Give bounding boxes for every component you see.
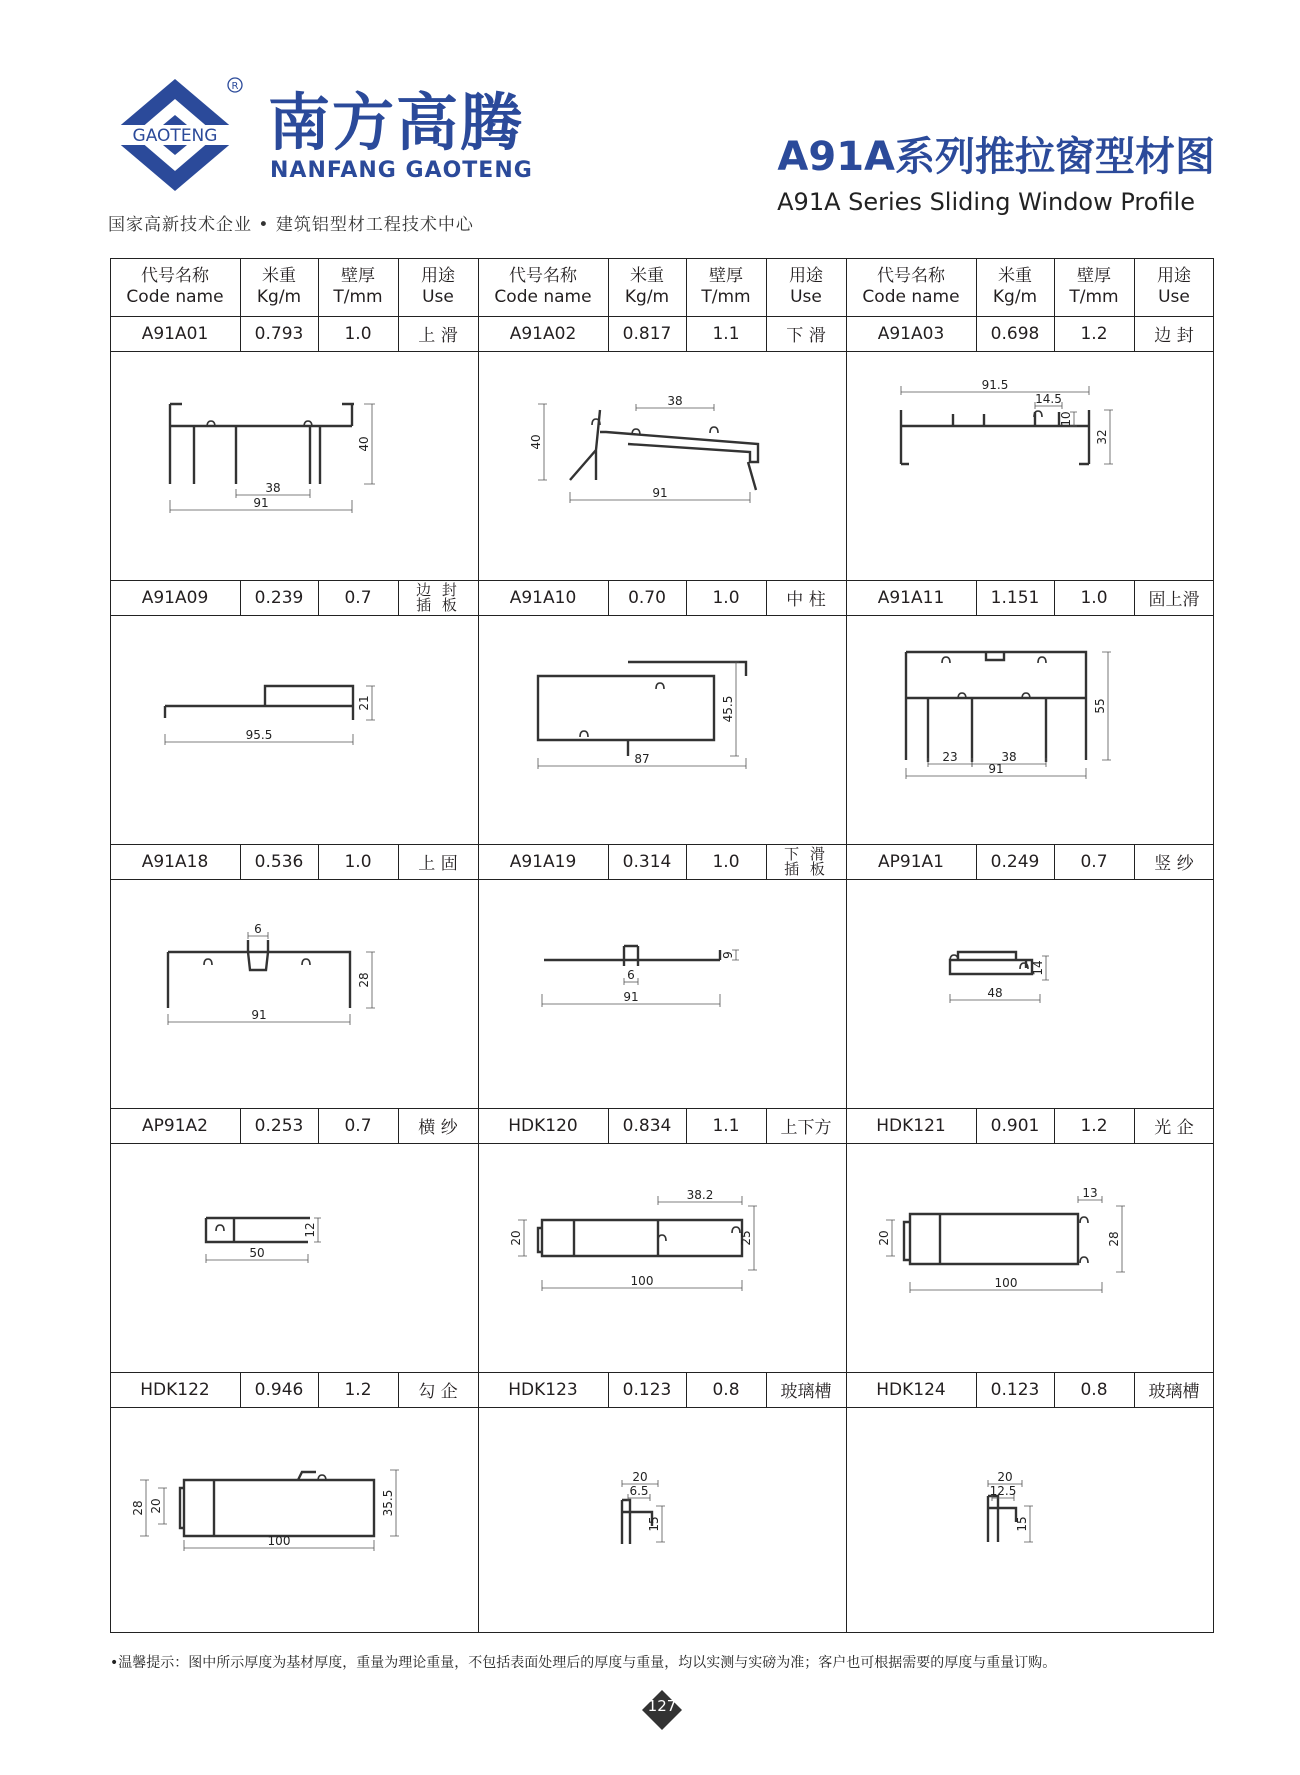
column-header-en: T/mm <box>333 287 383 307</box>
profile-use: 竖 纱 <box>1154 854 1194 874</box>
dimension-label: 20 <box>997 1470 1013 1484</box>
dimension-label: 35.5 <box>381 1489 395 1517</box>
column-header-en: Code name <box>494 287 592 307</box>
profile-code: HDK124 <box>876 1379 946 1400</box>
dimension-label: 32 <box>1095 429 1109 445</box>
profile-code: A91A03 <box>877 323 945 344</box>
profile-use: 上下方 <box>780 1118 832 1138</box>
profile-outline <box>1080 1217 1088 1223</box>
dimension-label: 38 <box>265 481 281 495</box>
profile-outline <box>1080 1257 1088 1263</box>
dimension-label: 40 <box>529 434 543 450</box>
profile-outline <box>904 1214 1078 1264</box>
wall-thickness: 1.0 <box>712 851 740 872</box>
profile-use: 下 滑 <box>786 326 826 346</box>
column-header-en: Kg/m <box>992 287 1038 307</box>
wall-thickness: 1.0 <box>344 851 372 872</box>
dimension-label: 28 <box>1107 1231 1121 1247</box>
profile-drawing-hdk123 <box>478 1408 846 1637</box>
column-header-en: T/mm <box>701 287 751 307</box>
column-header-cn: 代号名称 <box>141 266 209 286</box>
dimension-label: 9 <box>721 951 735 959</box>
profile-code: A91A11 <box>877 587 945 608</box>
catalog-title-cn: A91A系列推拉窗型材图 <box>777 134 1215 180</box>
column-header-cn: 用途 <box>1157 266 1191 286</box>
profile-outline <box>988 1496 1016 1542</box>
profile-drawing-a91a11 <box>846 616 1214 845</box>
weight-kg-per-m: 0.817 <box>622 323 672 344</box>
profile-use: 边 封 <box>1154 326 1194 346</box>
column-header <box>766 258 846 316</box>
column-header <box>608 258 686 316</box>
dimension-label: 12 <box>303 1222 317 1238</box>
profile-drawing-ap91a1 <box>846 880 1214 1109</box>
profile-code: HDK123 <box>508 1379 578 1400</box>
profile-outline <box>216 1225 224 1231</box>
column-header-cn: 代号名称 <box>509 266 577 286</box>
profile-use: 下 滑 插 板 <box>784 844 828 878</box>
dimension-label: 28 <box>131 1500 145 1516</box>
weight-kg-per-m: 0.123 <box>622 1379 672 1400</box>
dimension-label: 95.5 <box>245 728 273 742</box>
weight-kg-per-m: 0.793 <box>254 323 304 344</box>
dimension-label: 15 <box>1015 1516 1029 1532</box>
dimension-label: 6.5 <box>629 1484 649 1498</box>
profile-outline <box>168 940 350 1008</box>
dimension-label: 48 <box>987 986 1003 1000</box>
profile-code: AP91A2 <box>142 1115 208 1136</box>
catalog-title-en: A91A Series Sliding Window Profile <box>777 188 1195 216</box>
profile-code: AP91A1 <box>878 851 944 872</box>
profile-drawing-hdk121 <box>846 1144 1214 1373</box>
column-header <box>478 258 608 316</box>
dimension-label: 38 <box>667 394 683 408</box>
column-header-en: Code name <box>126 287 224 307</box>
column-header-cn: 用途 <box>421 266 455 286</box>
column-header-cn: 米重 <box>630 266 664 286</box>
dimension-label: 91 <box>251 1008 267 1022</box>
dimension-label: 15 <box>647 1516 661 1532</box>
wall-thickness: 1.0 <box>344 323 372 344</box>
profile-use: 上 固 <box>418 854 458 874</box>
profile-outline <box>204 959 212 965</box>
profile-use: 玻璃槽 <box>1148 1382 1200 1402</box>
profile-drawing-hdk124 <box>846 1408 1214 1637</box>
profile-code: A91A02 <box>509 323 577 344</box>
dimension-label: 20 <box>149 1498 163 1514</box>
profile-drawing-a91a19 <box>478 880 846 1109</box>
column-header-en: T/mm <box>1069 287 1119 307</box>
wall-thickness: 0.7 <box>344 1115 372 1136</box>
column-header-en: Use <box>422 287 454 307</box>
dimension-label: 38.2 <box>686 1188 714 1202</box>
profile-use: 上 滑 <box>418 326 458 346</box>
column-header <box>110 258 240 316</box>
dimension-label: 10 <box>1059 411 1073 427</box>
dimension-label: 55 <box>1093 698 1107 714</box>
profile-outline <box>580 731 588 737</box>
profile-drawing-hdk122 <box>110 1408 478 1637</box>
wall-thickness: 0.7 <box>1080 851 1108 872</box>
column-header <box>976 258 1054 316</box>
dimension-label: 91 <box>988 762 1004 776</box>
svg-text:R: R <box>231 81 239 92</box>
column-header-en: Kg/m <box>624 287 670 307</box>
profile-use: 勾 企 <box>418 1382 458 1402</box>
dimension-label: 21 <box>357 695 371 711</box>
column-header-cn: 壁厚 <box>341 266 375 286</box>
weight-kg-per-m: 0.901 <box>990 1115 1040 1136</box>
dimension-label: 25 <box>739 1230 753 1246</box>
profile-use: 横 纱 <box>418 1118 458 1138</box>
profile-code: A91A19 <box>509 851 577 872</box>
dimension-label: 12.5 <box>989 1484 1017 1498</box>
dimension-label: 20 <box>877 1230 891 1246</box>
profile-outline <box>544 946 720 966</box>
profile-use: 边 封 插 板 <box>416 580 460 614</box>
profile-outline <box>180 1472 374 1536</box>
column-header-en: Use <box>1158 287 1190 307</box>
column-header-en: Code name <box>862 287 960 307</box>
profile-code: A91A18 <box>141 851 209 872</box>
profile-outline <box>1038 657 1046 663</box>
dimension-label: 91.5 <box>981 378 1009 392</box>
profile-outline <box>710 427 718 433</box>
page-number: 127 <box>647 1697 677 1715</box>
profile-code: HDK120 <box>508 1115 578 1136</box>
wall-thickness: 1.2 <box>344 1379 372 1400</box>
wall-thickness: 1.0 <box>1080 587 1108 608</box>
profile-outline <box>942 657 950 663</box>
profile-outline <box>950 952 1032 974</box>
wall-thickness: 1.0 <box>712 587 740 608</box>
weight-kg-per-m: 0.834 <box>622 1115 672 1136</box>
profile-drawing-a91a18 <box>110 880 478 1109</box>
profile-outline <box>165 686 353 720</box>
profile-code: A91A10 <box>509 587 577 608</box>
profile-outline <box>302 959 310 965</box>
profile-drawing-a91a03 <box>846 352 1214 581</box>
dimension-label: 91 <box>623 990 639 1004</box>
profile-drawing-a91a02 <box>478 352 846 581</box>
dimension-label: 91 <box>652 486 668 500</box>
profile-drawing-a91a01 <box>110 352 478 581</box>
profile-code: HDK122 <box>140 1379 210 1400</box>
profile-drawing-a91a09 <box>110 616 478 845</box>
wall-thickness: 1.2 <box>1080 323 1108 344</box>
dimension-label: 40 <box>357 436 371 452</box>
dimension-label: 6 <box>254 922 262 936</box>
profile-code: A91A09 <box>141 587 209 608</box>
dimension-label: 20 <box>509 1230 523 1246</box>
profile-outline <box>206 1218 310 1242</box>
column-header <box>1134 258 1214 316</box>
column-header-en: Use <box>790 287 822 307</box>
dimension-label: 6 <box>627 968 635 982</box>
profile-use: 玻璃槽 <box>780 1382 832 1402</box>
profile-outline <box>906 652 1086 762</box>
dimension-label: 20 <box>632 1470 648 1484</box>
profile-table <box>110 258 1214 1633</box>
weight-kg-per-m: 0.249 <box>990 851 1040 872</box>
wall-thickness: 0.8 <box>712 1379 740 1400</box>
profile-drawing-ap91a2 <box>110 1144 478 1373</box>
wall-thickness: 1.2 <box>1080 1115 1108 1136</box>
dimension-label: 23 <box>942 750 958 764</box>
column-header <box>318 258 398 316</box>
weight-kg-per-m: 0.70 <box>628 587 666 608</box>
column-header <box>398 258 478 316</box>
profile-code: HDK121 <box>876 1115 946 1136</box>
column-header <box>240 258 318 316</box>
profile-outline <box>170 404 354 484</box>
dimension-label: 91 <box>253 496 269 510</box>
weight-kg-per-m: 0.698 <box>990 323 1040 344</box>
weight-kg-per-m: 1.151 <box>990 587 1040 608</box>
profile-use: 固上滑 <box>1148 590 1200 610</box>
dimension-label: 38 <box>1001 750 1017 764</box>
weight-kg-per-m: 0.314 <box>622 851 672 872</box>
profile-drawing-hdk120 <box>478 1144 846 1373</box>
profile-outline <box>538 662 746 756</box>
dimension-label: 14.5 <box>1035 392 1062 406</box>
profile-use: 光 企 <box>1154 1118 1194 1138</box>
profile-outline <box>656 683 664 689</box>
profile-code: A91A01 <box>141 323 209 344</box>
dimension-label: 100 <box>630 1274 654 1288</box>
dimension-label: 13 <box>1082 1186 1098 1200</box>
weight-kg-per-m: 0.123 <box>990 1379 1040 1400</box>
dimension-label: 50 <box>249 1246 265 1260</box>
footer-note: •温馨提示：图中所示厚度为基材厚度，重量为理论重量，不包括表面处理后的厚度与重量，均以实测与实磅为准；客户也可根据需要的厚度与重量订购。 <box>110 1655 1057 1671</box>
wall-thickness: 1.1 <box>712 323 740 344</box>
wall-thickness: 0.7 <box>344 587 372 608</box>
dimension-label: 14 <box>1031 960 1045 976</box>
weight-kg-per-m: 0.946 <box>254 1379 304 1400</box>
company-slogan: 国家高新技术企业 • 建筑铝型材工程技术中心 <box>108 215 474 235</box>
brand-name-en: NANFANG GAOTENG <box>270 158 533 183</box>
gaoteng-logo <box>105 75 245 195</box>
dimension-label: 100 <box>994 1276 1018 1290</box>
column-header <box>686 258 766 316</box>
dimension-label: 87 <box>634 752 650 766</box>
brand-name-cn: 南方高腾 <box>268 86 525 159</box>
column-header-cn: 米重 <box>998 266 1032 286</box>
dimension-label: 45.5 <box>721 695 735 723</box>
column-header <box>846 258 976 316</box>
profile-use: 中 柱 <box>786 590 826 610</box>
wall-thickness: 1.1 <box>712 1115 740 1136</box>
weight-kg-per-m: 0.536 <box>254 851 304 872</box>
column-header-cn: 代号名称 <box>877 266 945 286</box>
dimension-label: 100 <box>267 1534 291 1548</box>
profile-outline <box>570 410 758 490</box>
column-header-cn: 壁厚 <box>709 266 743 286</box>
dimension-label: 28 <box>357 972 371 988</box>
weight-kg-per-m: 0.253 <box>254 1115 304 1136</box>
column-header-cn: 米重 <box>262 266 296 286</box>
profile-outline <box>538 1220 742 1256</box>
column-header-en: Kg/m <box>256 287 302 307</box>
profile-outline <box>658 1235 666 1241</box>
logo-text: GAOTENG <box>132 126 218 146</box>
column-header-cn: 用途 <box>789 266 823 286</box>
wall-thickness: 0.8 <box>1080 1379 1108 1400</box>
column-header-cn: 壁厚 <box>1077 266 1111 286</box>
profile-drawing-a91a10 <box>478 616 846 845</box>
column-header <box>1054 258 1134 316</box>
weight-kg-per-m: 0.239 <box>254 587 304 608</box>
